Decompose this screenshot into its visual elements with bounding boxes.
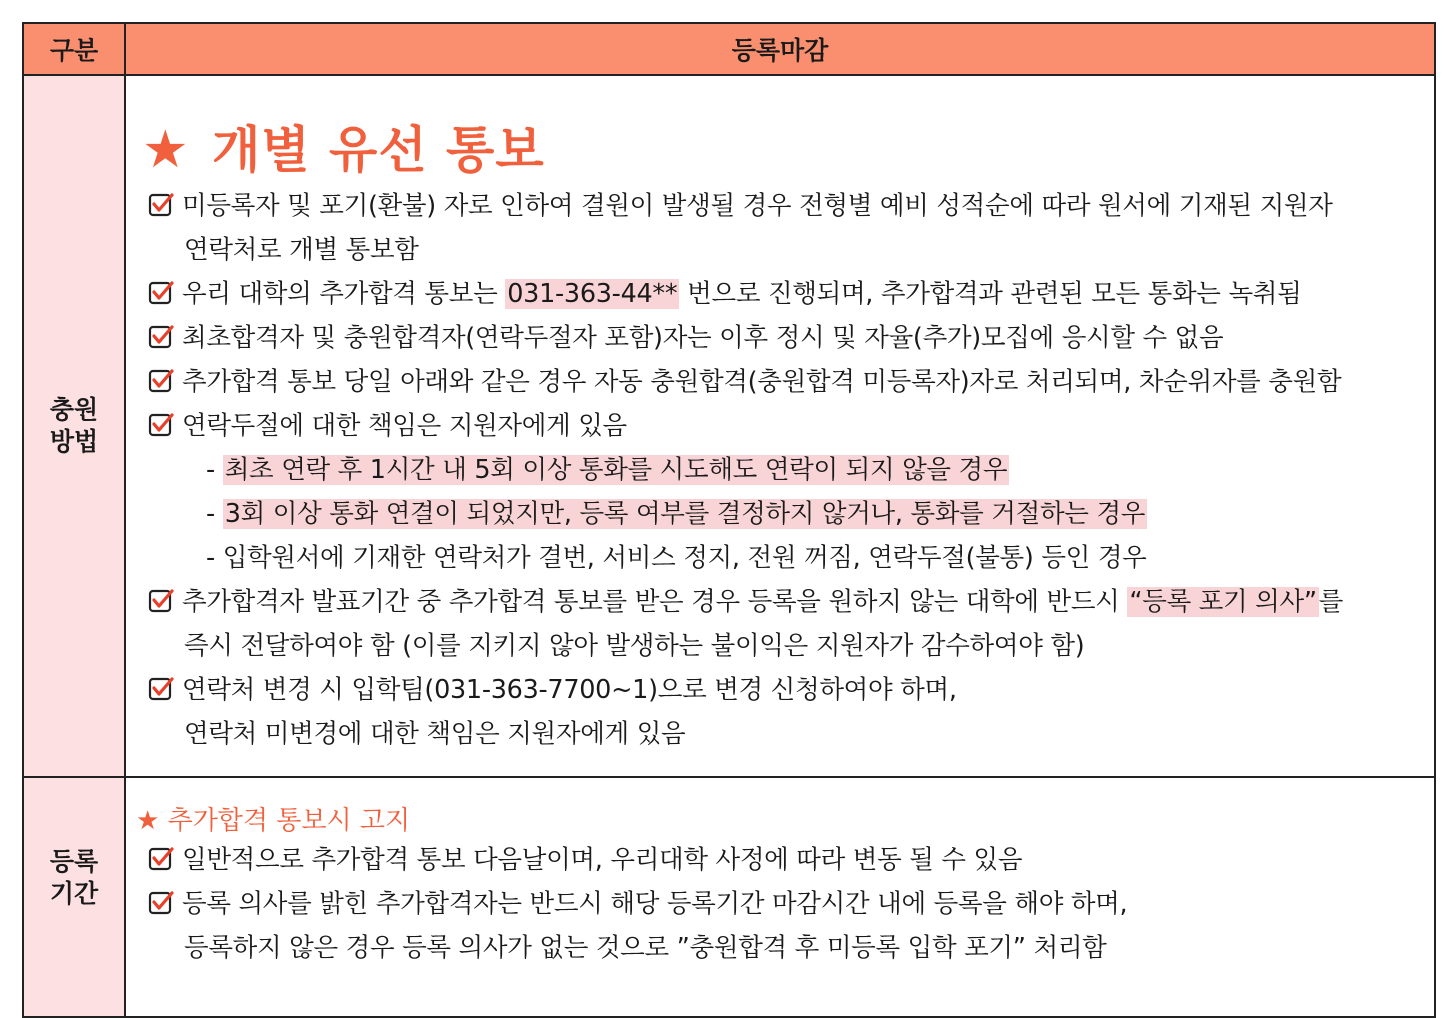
- list-item-continued: 연락처로 개별 통보함: [184, 235, 419, 265]
- label-registration-period: 등록 기간: [24, 778, 126, 1016]
- checkbox-checked-icon: [148, 280, 174, 306]
- sub-item: - 최초 연락 후 1시간 내 5회 이상 통화를 시도해도 연락이 되지 않을 경우: [206, 455, 1008, 485]
- list-item-continued: 연락처 미변경에 대한 책임은 지원자에게 있음: [184, 719, 686, 749]
- checkbox-checked-icon: [148, 324, 174, 350]
- sub-heading-notice: ★ 추가합격 통보시 고지: [136, 806, 411, 836]
- highlight-sub-item: 최초 연락 후 1시간 내 5회 이상 통화를 시도해도 연락이 되지 않을 경우: [224, 455, 1008, 485]
- highlight-phone: 031-363-44**: [507, 279, 678, 309]
- list-item: 일반적으로 추가합격 통보 다음날이며, 우리대학 사정에 따라 변동 될 수 있음: [148, 844, 1022, 876]
- highlight-sub-item: 3회 이상 통화 연결이 되었지만, 등록 여부를 결정하지 않거나, 통화를 거절하는 경우: [224, 499, 1146, 529]
- checkbox-checked-icon: [148, 676, 174, 702]
- checkbox-checked-icon: [148, 412, 174, 438]
- admission-table: [22, 22, 1436, 1012]
- list-item: 우리 대학의 추가합격 통보는 031-363-44** 번으로 진행되며, 추가합격과 관련된 모든 통화는 녹취됨: [148, 278, 1301, 310]
- sub-item: - 입학원서에 기재한 연락처가 결번, 서비스 정지, 전원 꺼짐, 연락두절(불통) 등인 경우: [206, 543, 1147, 573]
- checkbox-checked-icon: [148, 588, 174, 614]
- star-icon: ★: [142, 120, 190, 180]
- list-item-continued: 즉시 전달하여야 함 (이를 지키지 않아 발생하는 불이익은 지원자가 감수하여야 함): [184, 631, 1085, 661]
- list-item: 연락두절에 대한 책임은 지원자에게 있음: [148, 410, 627, 442]
- list-item-continued: 등록하지 않은 경우 등록 의사가 없는 것으로 ”충원합격 후 미등록 입학 포기” 처리함: [184, 933, 1107, 963]
- header-category: 구분: [24, 24, 126, 74]
- list-item: 연락처 변경 시 입학팀(031-363-7700~1)으로 변경 신청하여야 하며,: [148, 674, 957, 706]
- highlight-withdraw-intent: “등록 포기 의사”: [1129, 587, 1317, 617]
- checkbox-checked-icon: [148, 890, 174, 916]
- checkbox-checked-icon: [148, 368, 174, 394]
- checkbox-checked-icon: [148, 192, 174, 218]
- list-item: 추가합격자 발표기간 중 추가합격 통보를 받은 경우 등록을 원하지 않는 대학에 반드시 “등록 포기 의사”를: [148, 586, 1343, 618]
- list-item: 최초합격자 및 충원합격자(연락두절자 포함)자는 이후 정시 및 자율(추가)모집에 응시할 수 없음: [148, 322, 1223, 354]
- content-registration-period: [126, 778, 1434, 1016]
- list-item: 추가합격 통보 당일 아래와 같은 경우 자동 충원합격(충원합격 미등록자)자로 처리되며, 차순위자를 충원함: [148, 366, 1341, 398]
- header-registration-deadline: 등록마감: [731, 36, 829, 65]
- checkbox-checked-icon: [148, 846, 174, 872]
- content-fill-method: [126, 76, 1434, 776]
- list-item: 미등록자 및 포기(환불) 자로 인하여 결원이 발생될 경우 전형별 예비 성적순에 따라 원서에 기재된 지원자: [148, 190, 1333, 222]
- heading-individual-call: ★ 개별 유선 통보: [142, 120, 545, 180]
- row-registration-period: [22, 778, 1436, 1018]
- list-item: 등록 의사를 밝힌 추가합격자는 반드시 해당 등록기간 마감시간 내에 등록을 해야 하며,: [148, 888, 1127, 920]
- table-header: [22, 22, 1436, 76]
- label-fill-method: 충원 방법: [24, 76, 126, 776]
- sub-item: - 3회 이상 통화 연결이 되었지만, 등록 여부를 결정하지 않거나, 통화를 거절하는 경우: [206, 499, 1146, 529]
- row-fill-method: [22, 76, 1436, 778]
